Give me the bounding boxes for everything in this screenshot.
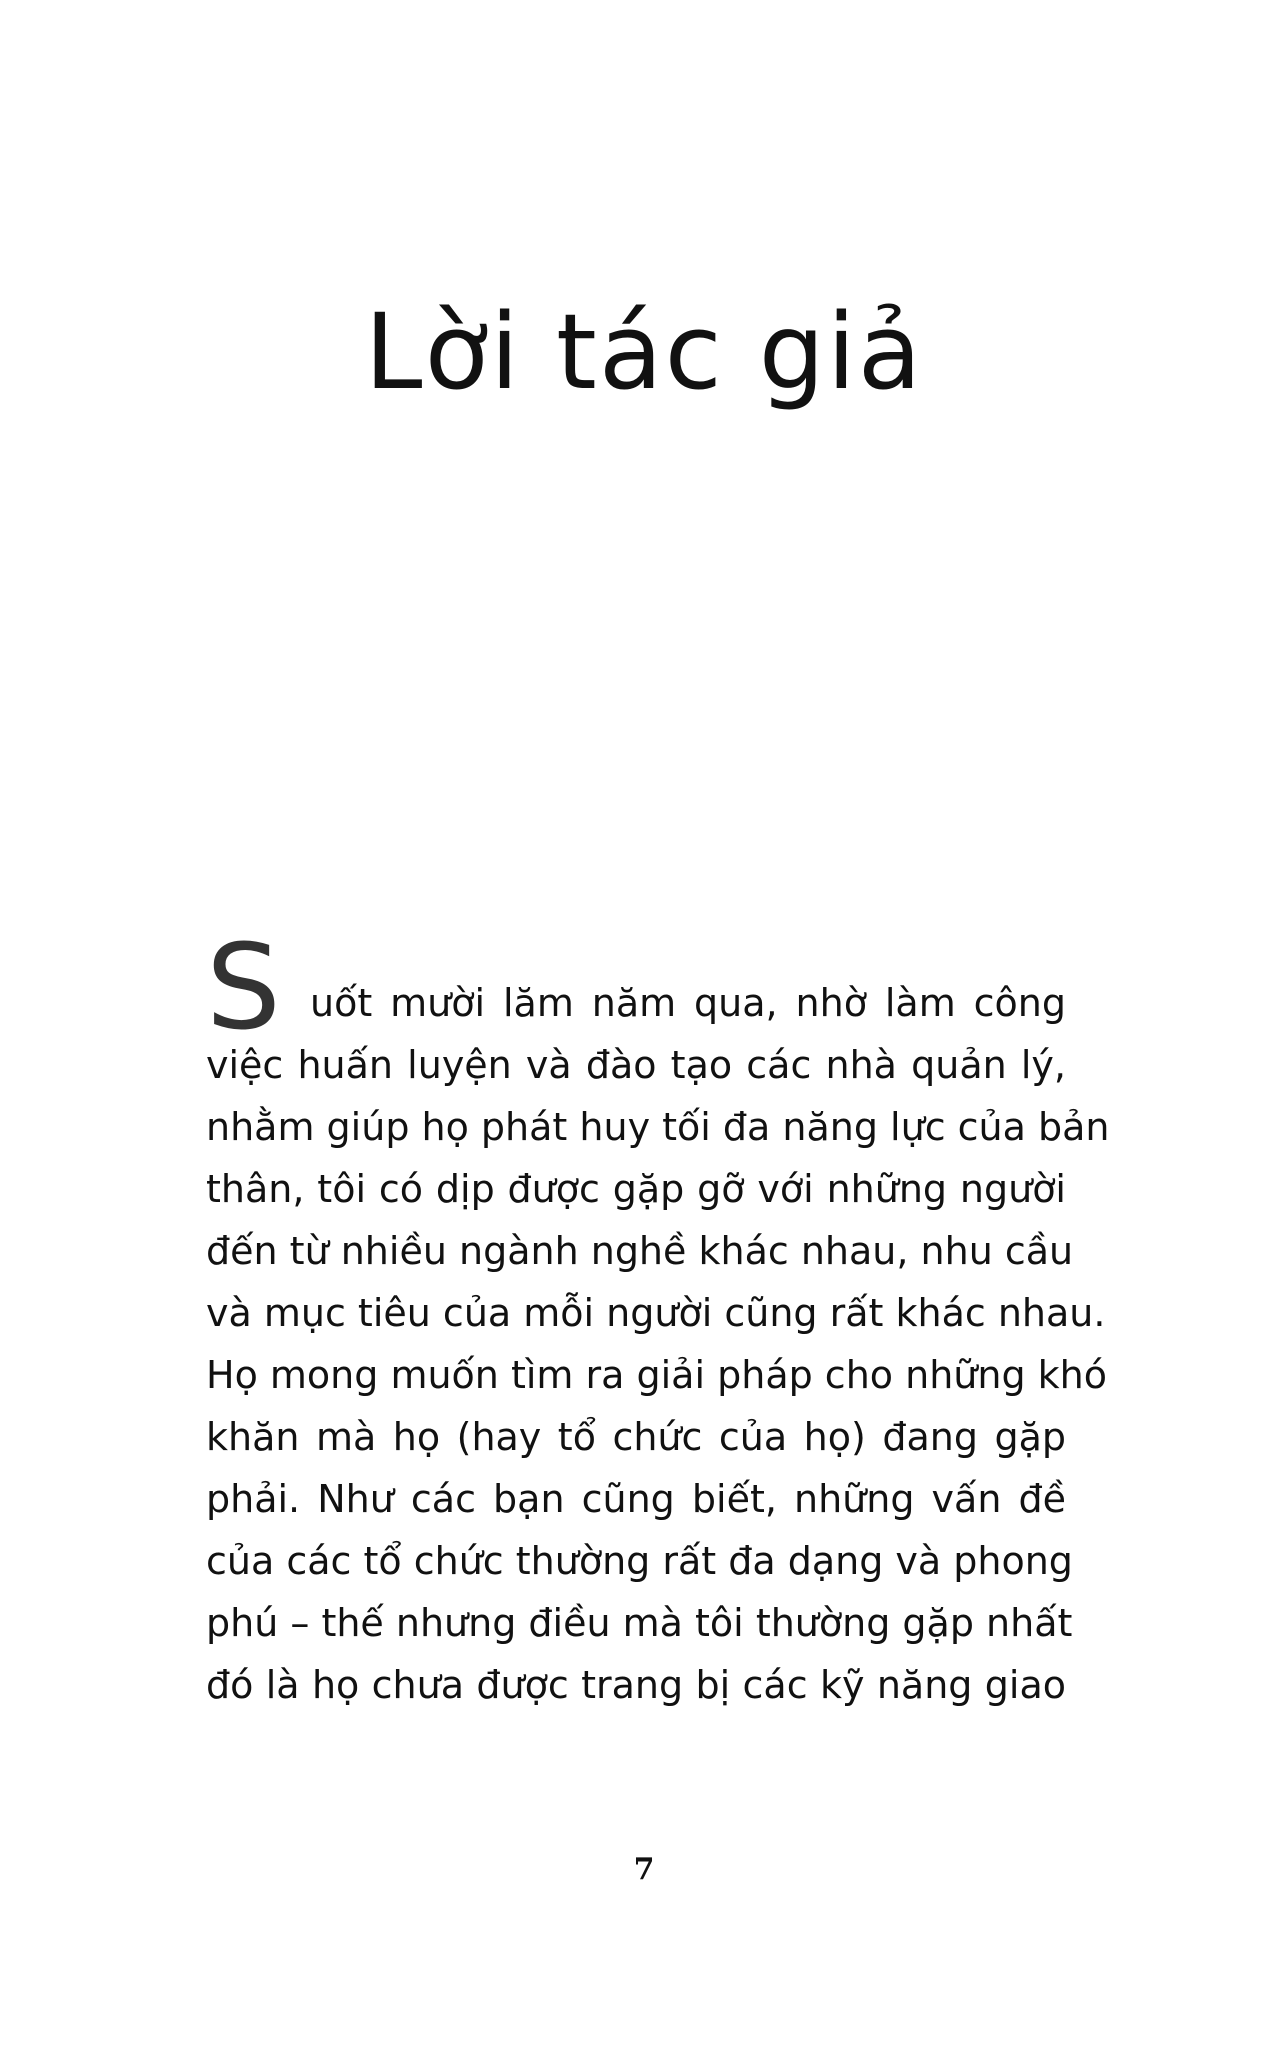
drop-cap: S <box>206 918 281 1056</box>
text-line <box>206 918 1066 1056</box>
text-line: khăn mà họ (hay tổ chức của họ) đang gặp <box>206 1415 1066 1459</box>
text-line: phú – thế nhưng điều mà tôi thường gặp nhất <box>206 1601 1073 1645</box>
text-line: và mục tiêu của mỗi người cũng rất khác nhau. <box>206 1291 1106 1335</box>
text-line: nhằm giúp họ phát huy tối đa năng lực của bản <box>206 1105 1110 1149</box>
page-number: 7 <box>633 1852 655 1887</box>
text-line: việc huấn luyện và đào tạo các nhà quản lý, <box>206 1043 1066 1087</box>
text-line: của các tổ chức thường rất đa dạng và phong <box>206 1539 1073 1583</box>
text-line: đến từ nhiều ngành nghề khác nhau, nhu cầu <box>206 1229 1074 1273</box>
text-line: thân, tôi có dịp được gặp gỡ với những người <box>206 1167 1066 1211</box>
text-line-content: uốt mười lăm năm qua, nhờ làm công <box>310 981 1066 1025</box>
body-paragraph <box>206 918 1110 1716</box>
text-line: phải. Như các bạn cũng biết, những vấn đề <box>206 1477 1066 1521</box>
chapter-title: Lời tác giả <box>364 291 924 413</box>
text-line: đó là họ chưa được trang bị các kỹ năng giao <box>206 1663 1066 1707</box>
text-line: Họ mong muốn tìm ra giải pháp cho những khó <box>206 1353 1107 1397</box>
